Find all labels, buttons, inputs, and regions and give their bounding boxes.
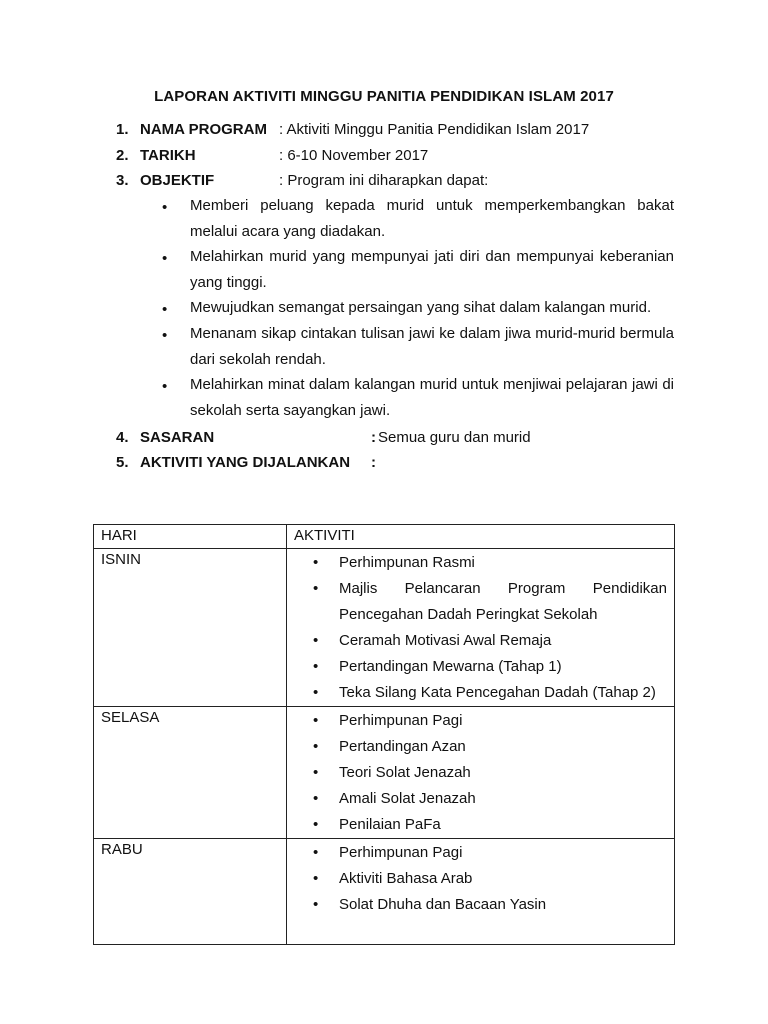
item-1-label: NAMA PROGRAM — [140, 121, 267, 138]
objective-bullet: • — [162, 327, 168, 344]
list-item: • Amali Solat Jenazah — [313, 790, 476, 807]
list-item: • Teka Silang Kata Pencegahan Dadah (Tahap 2) — [313, 684, 656, 701]
item-5-label: AKTIVITI YANG DIJALANKAN — [140, 454, 351, 471]
item-3-label: OBJEKTIF — [140, 172, 215, 189]
item-2-label: TARIKH — [140, 147, 196, 164]
objective-bullet: • — [162, 378, 168, 395]
activities-table — [93, 524, 675, 945]
activities-cell — [287, 707, 675, 839]
activities-cell — [287, 839, 675, 945]
day-cell: RABU — [94, 839, 287, 945]
list-item: • Perhimpunan Rasmi — [313, 554, 475, 571]
list-item: • Penilaian PaFa — [313, 816, 441, 833]
list-item: • Pertandingan Mewarna (Tahap 1) — [313, 658, 562, 675]
list-item: • Majlis Pelancaran Program Pendidikan Pencegahan Dadah Peringkat Sekolah — [313, 580, 667, 623]
item-4-colon: : — [371, 429, 376, 446]
item-4-number: 4. — [116, 429, 129, 446]
item-2-value: : 6-10 November 2017 — [279, 147, 429, 164]
list-item: • Pertandingan Azan — [313, 738, 466, 755]
item-1-number: 1. — [116, 121, 129, 138]
objective-text: Mewujudkan semangat persaingan yang sihat dalam kalangan murid. — [190, 299, 652, 316]
report-title: LAPORAN AKTIVITI MINGGU PANITIA PENDIDIKAN ISLAM 2017 — [154, 88, 614, 105]
item-4-value: Semua guru dan murid — [378, 429, 531, 446]
item-2-number: 2. — [116, 147, 129, 164]
day-cell: ISNIN — [94, 549, 287, 707]
table-header-row — [94, 525, 675, 549]
day-cell: SELASA — [94, 707, 287, 839]
list-item: • Solat Dhuha dan Bacaan Yasin — [313, 896, 547, 913]
objective-text: Melahirkan minat dalam kalangan murid untuk menjiwai pelajaran jawi di sekolah serta sayangkan jawi. — [190, 376, 674, 419]
list-item: • Perhimpunan Pagi — [313, 844, 463, 861]
list-item: • Aktiviti Bahasa Arab — [313, 870, 473, 887]
item-4-label: SASARAN — [140, 429, 215, 446]
activities-cell — [287, 549, 675, 707]
item-3-number: 3. — [116, 172, 129, 189]
header-day: HARI — [94, 525, 287, 549]
item-5-colon: : — [371, 454, 376, 471]
table-row — [94, 549, 675, 707]
list-item: • Ceramah Motivasi Awal Remaja — [313, 632, 552, 649]
objective-bullet: • — [162, 199, 168, 216]
list-item: • Perhimpunan Pagi — [313, 712, 463, 729]
table-row — [94, 839, 675, 945]
objective-bullet: • — [162, 301, 168, 318]
item-1-value: : Aktiviti Minggu Panitia Pendidikan Islam 2017 — [279, 121, 590, 138]
objective-bullet: • — [162, 250, 168, 267]
objective-text: Melahirkan murid yang mempunyai jati diri dan mempunyai keberanian yang tinggi. — [190, 248, 674, 291]
header-activities: AKTIVITI — [287, 525, 675, 549]
item-5-number: 5. — [116, 454, 129, 471]
objective-text: Memberi peluang kepada murid untuk memperkembangkan bakat melalui acara yang diadakan. — [190, 197, 674, 240]
table-row — [94, 707, 675, 839]
objective-text: Menanam sikap cintakan tulisan jawi ke dalam jiwa murid-murid bermula dari sekolah rendah. — [190, 325, 674, 368]
list-item: • Teori Solat Jenazah — [313, 764, 471, 781]
item-3-value: : Program ini diharapkan dapat: — [279, 172, 489, 189]
